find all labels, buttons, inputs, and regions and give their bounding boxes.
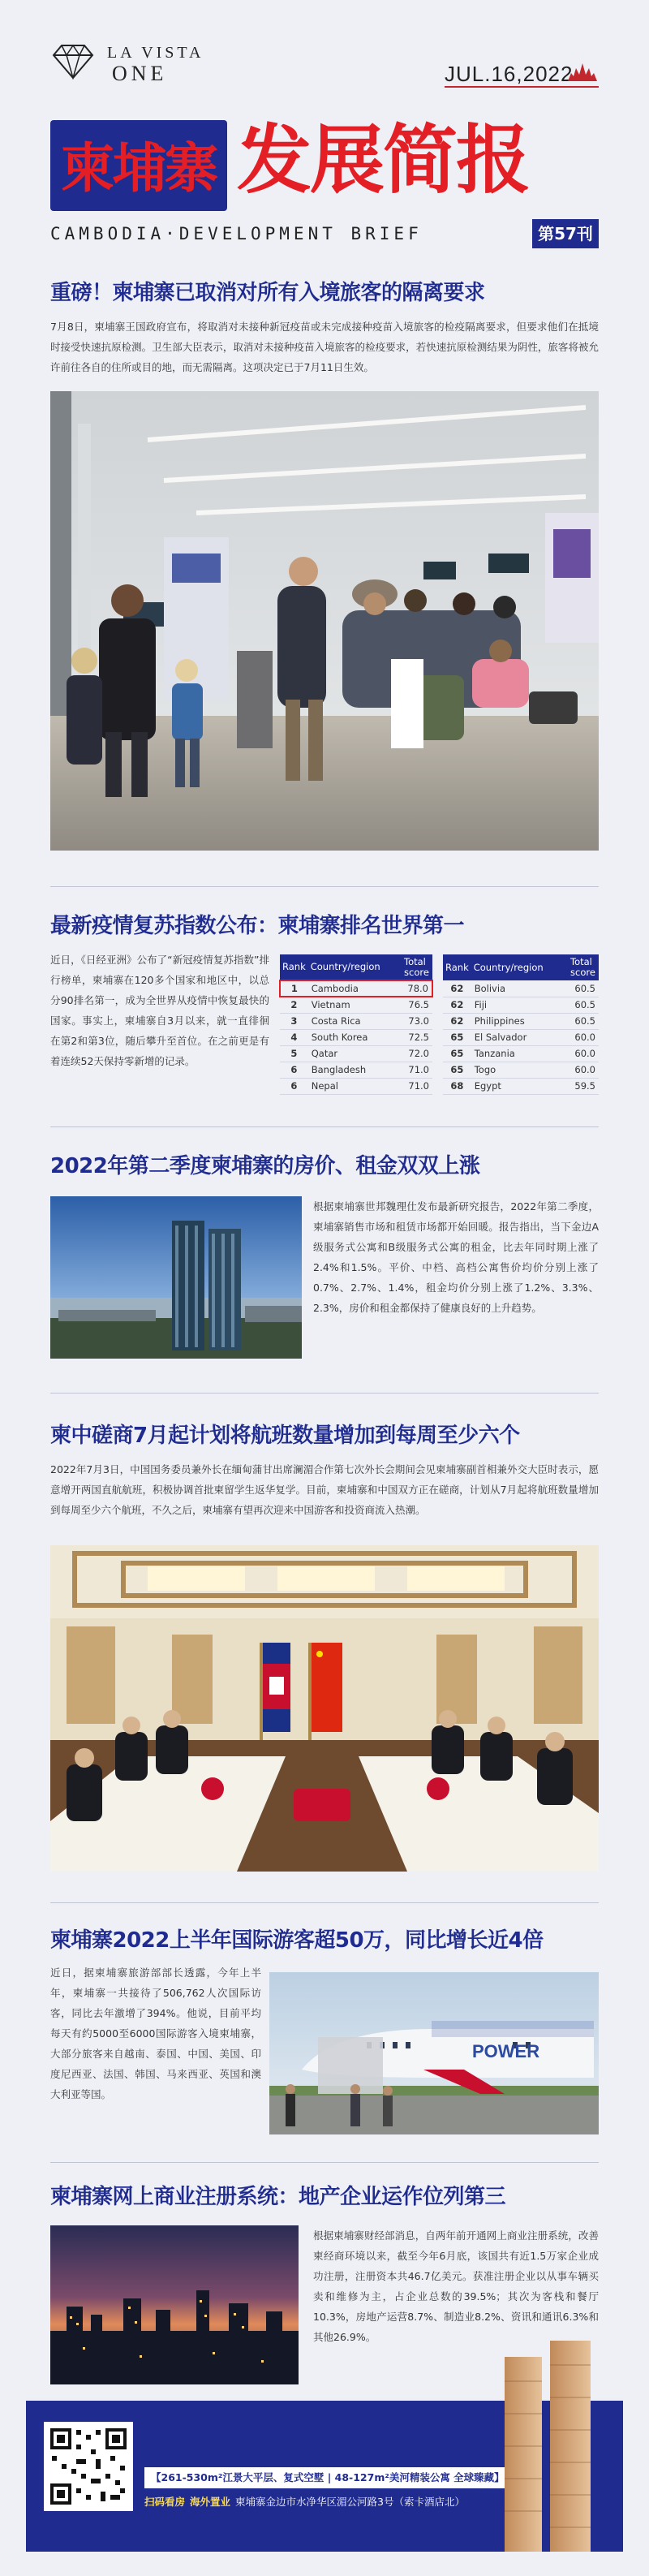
table-cell: 71.0 (402, 1078, 432, 1094)
table-row (280, 1013, 432, 1029)
table-cell: 4 (280, 1029, 308, 1045)
col-rank: Rank (280, 954, 308, 980)
page-title: 发展简报 (237, 117, 530, 204)
table-cell: 5 (280, 1045, 308, 1062)
section-5-body: 近日，据柬埔寨旅游部部长透露，今年上半年，柬埔寨一共接待了506,762人次国际访客，同比去年激增了394%。他说，目前平均每天有约5000至6000国际游客入境柬埔寨，大部分旅客来自越南、泰国、中国、美国、印度尼西亚、法国、韩国、马来西亚、英国和澳大利亚等国。 (50, 1966, 261, 2100)
issue-badge: 第57刊 (532, 219, 599, 248)
table-row (443, 1062, 599, 1078)
footer-address-line (144, 2492, 465, 2513)
table-row (443, 1029, 599, 1045)
table-cell: 65 (443, 1062, 471, 1078)
brand-name-bottom: ONE (112, 62, 168, 85)
col-country: Country/region (471, 954, 568, 980)
table-cell: Bolivia (471, 980, 568, 997)
table-cell: Costa Rica (308, 1013, 402, 1029)
divider (50, 1902, 599, 1903)
table-cell: 59.5 (568, 1078, 599, 1094)
table-cell: 60.0 (568, 1045, 599, 1062)
table-cell: 60.0 (568, 1062, 599, 1078)
table-cell: 60.5 (568, 980, 599, 997)
ranking-table-left (279, 954, 433, 1095)
table-cell: 60.5 (568, 1013, 599, 1029)
table-cell: 76.5 (402, 997, 432, 1013)
meeting-photo (50, 1545, 599, 1872)
table-row (280, 1045, 432, 1062)
table-cell: Cambodia (308, 980, 402, 997)
table-cell: 62 (443, 980, 471, 997)
section-1-body: 7月8日，柬埔寨王国政府宣布，将取消对未接种新冠疫苗或未完成接种疫苗入境旅客的检疫隔离要求，但要求他们在抵境时接受快速抗原检测。卫生部大臣表示，取消对未接种疫苗入境旅客的检疫要求，若快速抗原检测结果为阴性，旅客将被允许前往各自的住所或目的地，而无需隔离。这项决定已于7月11日生效。 (50, 321, 599, 373)
table-row (280, 997, 432, 1013)
subtitle: CAMBODIA·DEVELOPMENT BRIEF (50, 224, 423, 243)
table-row (443, 1045, 599, 1062)
table-cell: Tanzania (471, 1045, 568, 1062)
airplane-photo (269, 1972, 599, 2134)
section-5-title: 柬埔寨2022上半年国际游客超50万，同比增长近4倍 (50, 1928, 544, 1953)
table-cell: 60.5 (568, 997, 599, 1013)
table-cell: 73.0 (402, 1013, 432, 1029)
issue-date: JUL.16,2022 (445, 62, 574, 86)
section-2-body: 近日，《日经亚洲》公布了“新冠疫情复苏指数”排行榜单，柬埔寨在120多个国家和地区中，以总分90排名第一，成为全世界从疫情中恢复最快的国家。事实上，柬埔寨自3月以来，就一直徘徊在第2和第3位，随后攀升至首位。在之前更是有着连续52天保持零新增的记录。 (50, 954, 269, 1067)
ranking-table-right (443, 954, 599, 1095)
table-cell: Fiji (471, 997, 568, 1013)
table-cell: 78.0 (402, 980, 432, 997)
divider (50, 886, 599, 887)
col-score: Total score (402, 954, 432, 980)
phnom-penh-building-photo (50, 1196, 302, 1359)
table-cell: 6 (280, 1062, 308, 1078)
divider (50, 1393, 599, 1394)
table-row (280, 1078, 432, 1094)
table-cell: 71.0 (402, 1062, 432, 1078)
section-4-body: 2022年7月3日，中国国务委员兼外长在缅甸蒲甘出席澜湄合作第七次外长会期间会见柬埔寨副首相兼外交大臣时表示，愿意增开两国直航航班，积极协调首批柬留学生返华复学。目前，柬埔寨和中国双方正在磋商，计划从7月起将航班数量增加到每周至少六个航班，不久之后，柬埔寨有望再次迎来中国游客和投资商流入热潮。 (50, 1463, 599, 1516)
header-rule (445, 86, 599, 88)
plane-livery-text: POWER (472, 2041, 540, 2061)
table-cell: 6 (280, 1078, 308, 1094)
table-cell: 65 (443, 1029, 471, 1045)
brand-name-top: LA VISTA (107, 44, 204, 62)
title-country: 柬埔寨 (61, 136, 217, 200)
city-night-photo (50, 2225, 299, 2384)
table-cell: 62 (443, 997, 471, 1013)
table-cell: Vietnam (308, 997, 402, 1013)
table-row (443, 1078, 599, 1094)
divider (50, 2162, 599, 2163)
table-cell: Qatar (308, 1045, 402, 1062)
table-cell: 72.0 (402, 1045, 432, 1062)
table-cell: 72.5 (402, 1029, 432, 1045)
divider (50, 1126, 599, 1127)
section-6-body: 根据柬埔寨财经部消息，自两年前开通网上商业注册系统，改善柬经商环境以来，截至今年6月底，该国共有近1.5万家企业成功注册，注册资本共46.7亿美元。获准注册企业以从事车辆买卖和维修为主，占企业总数的39.5%；其次为客栈和餐厅10.3%，房地产运营8.7%、制造业8.2%、资讯和通讯6.3%和其他26.9%。 (313, 2229, 599, 2343)
table-cell: Nepal (308, 1078, 402, 1094)
table-cell: 1 (280, 980, 308, 997)
section-4-title: 柬中磋商7月起计划将航班数量增加到每周至少六个 (50, 1424, 520, 1448)
col-country: Country/region (308, 954, 402, 980)
table-cell: 65 (443, 1045, 471, 1062)
table-cell: 68 (443, 1078, 471, 1094)
col-score: Total score (568, 954, 599, 980)
table-cell: 62 (443, 1013, 471, 1029)
section-3-title: 2022年第二季度柬埔寨的房价、租金双双上涨 (50, 1154, 480, 1178)
temple-icon (568, 63, 597, 81)
footer-scan-label: 扫码看房 (144, 2496, 186, 2508)
footer-address: 柬埔寨金边市水净华区湄公河路3号（索卡酒店北） (235, 2496, 465, 2508)
tower-rendering-icon (496, 2341, 599, 2552)
airport-photo (50, 391, 599, 851)
table-row (280, 1062, 432, 1078)
section-2-title: 最新疫情复苏指数公布：柬埔寨排名世界第一 (50, 914, 465, 938)
table-cell: South Korea (308, 1029, 402, 1045)
table-cell: Egypt (471, 1078, 568, 1094)
table-cell: Philippines (471, 1013, 568, 1029)
table-row (280, 980, 432, 997)
footer-product-line: 【261-530m²江景大平层、复式空墅 | 48-127m²美河精装公寓 全球臻藏】 (144, 2467, 509, 2488)
qr-code-icon[interactable] (44, 2422, 133, 2511)
table-cell: El Salvador (471, 1029, 568, 1045)
table-cell: 60.0 (568, 1029, 599, 1045)
diamond-logo-icon (50, 44, 96, 80)
col-rank: Rank (443, 954, 471, 980)
section-3-body: 根据柬埔寨世邦魏理仕发布最新研究报告，2022年第二季度，柬埔寨销售市场和租赁市场都开始回暖。报告指出，当下金边A级服务式公寓和B级服务式公寓的租金，比去年同时期上涨了2.4%和1.5%。平价、中档、高档公寓售价均价分别上涨了0.7%、2.7%、1.4%，租金均价分别上涨了1.2%、3.3%、2.3%，房价和租金都保持了健康良好的上升趋势。 (313, 1200, 599, 1314)
table-row (443, 1013, 599, 1029)
table-row (280, 1029, 432, 1045)
table-row (443, 997, 599, 1013)
footer-overseas-label: 海外置业 (190, 2496, 231, 2508)
table-cell: Bangladesh (308, 1062, 402, 1078)
section-6-title: 柬埔寨网上商业注册系统：地产企业运作位列第三 (50, 2185, 506, 2209)
table-row (443, 980, 599, 997)
table-cell: 3 (280, 1013, 308, 1029)
title-box (50, 120, 227, 211)
table-cell: Togo (471, 1062, 568, 1078)
table-cell: 2 (280, 997, 308, 1013)
section-1-title: 重磅！柬埔寨已取消对所有入境旅客的隔离要求 (50, 281, 485, 305)
